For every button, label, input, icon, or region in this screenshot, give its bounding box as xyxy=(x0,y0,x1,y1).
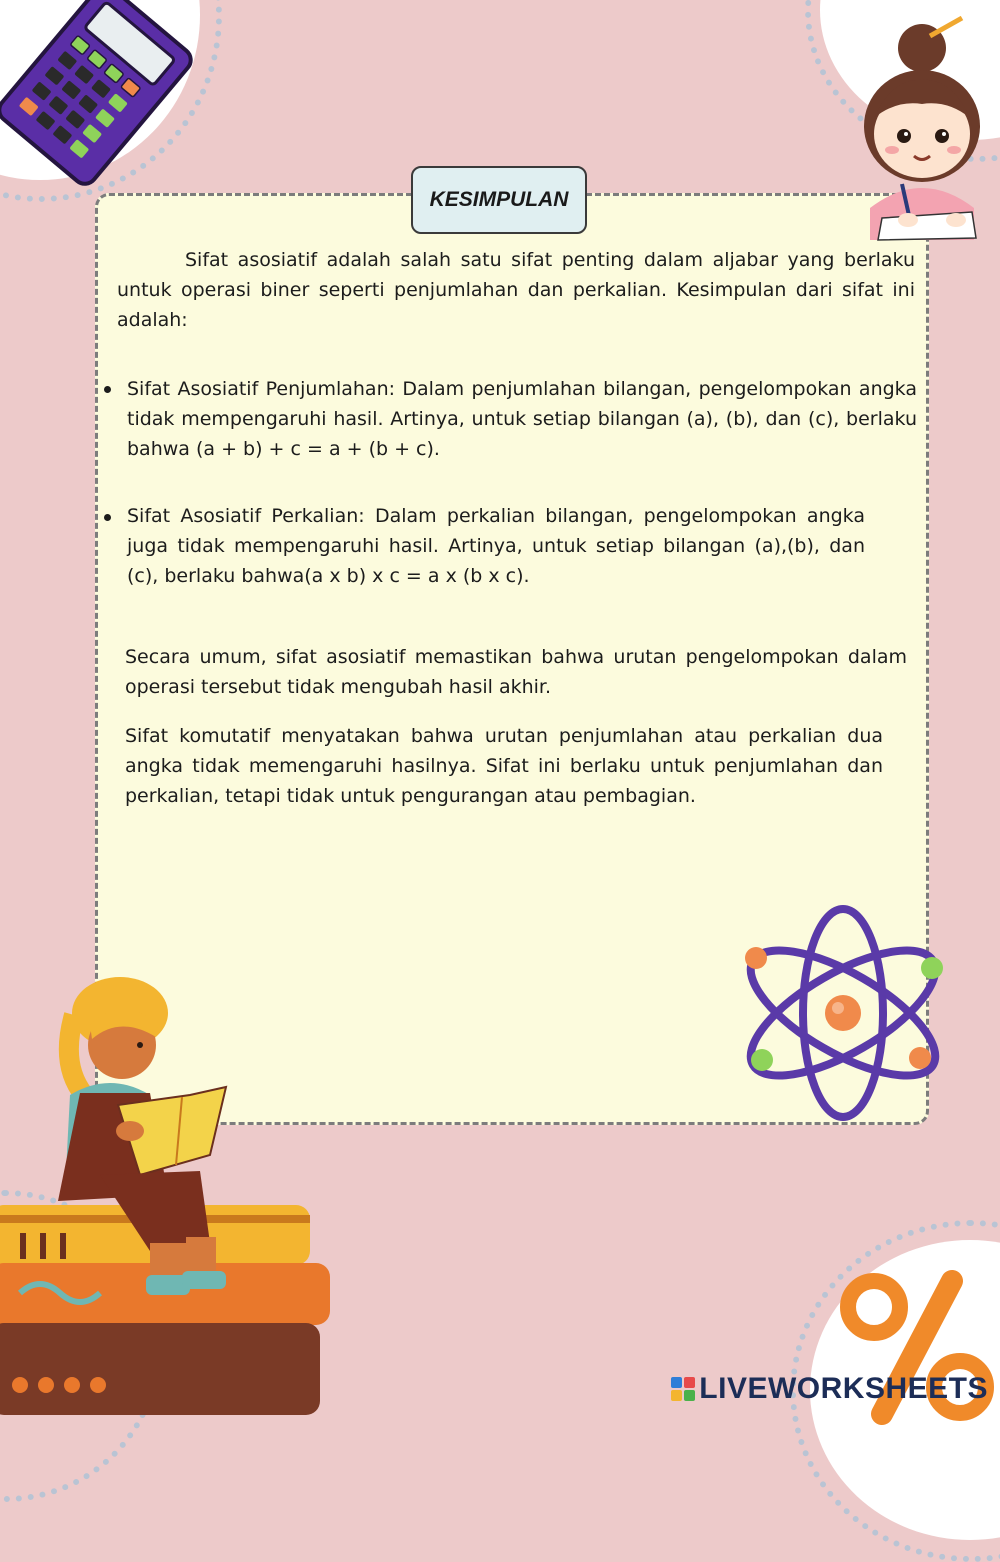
brand-text: LIVEWORKSHEETS xyxy=(699,1372,988,1405)
komutatif-paragraph: Sifat komutatif menyatakan bahwa urutan penjumlahan atau perkalian dua angka tidak memengaruhi hasilnya. Sifat ini berlaku untuk penjumlahan dan perkalian, tetapi tidak untuk pengurangan atau pembagian. xyxy=(125,725,883,807)
bullet-penjumlahan: Sifat Asosiatif Penjumlahan: Dalam penjumlahan bilangan, pengelompokan angka tidak mempengaruhi hasil. Artinya, untuk setiap bilangan (a), (b), dan (c), berlaku bahwa (a + b) + c = a + (b + c). xyxy=(127,378,917,460)
liveworksheets-logo-icon xyxy=(671,1377,695,1401)
atom-icon xyxy=(730,900,956,1126)
summary-paragraph: Secara umum, sifat asosiatif memastikan bahwa urutan pengelompokan dalam operasi tersebut tidak mengubah hasil akhir. xyxy=(125,646,907,698)
intro-paragraph: Sifat asosiatif adalah salah satu sifat penting dalam aljabar yang berlaku untuk operasi biner seperti penjumlahan dan perkalian. Kesimpulan dari sifat ini adalah: xyxy=(117,249,915,331)
bullet-perkalian: Sifat Asosiatif Perkalian: Dalam perkalian bilangan, pengelompokan angka juga tidak mempengaruhi hasil. Artinya, untuk setiap bilangan (a),(b), dan (c), berlaku bahwa(a x b) x c = a x (b x c). xyxy=(127,505,865,587)
bullet-marker-1 xyxy=(104,386,111,393)
bullet-marker-2 xyxy=(104,514,111,521)
girl-writing-icon xyxy=(852,8,992,240)
calculator-icon xyxy=(0,0,200,190)
brand-logo xyxy=(671,1372,988,1406)
girl-reading-icon xyxy=(0,975,330,1415)
page-title: KESIMPULAN xyxy=(411,166,587,234)
